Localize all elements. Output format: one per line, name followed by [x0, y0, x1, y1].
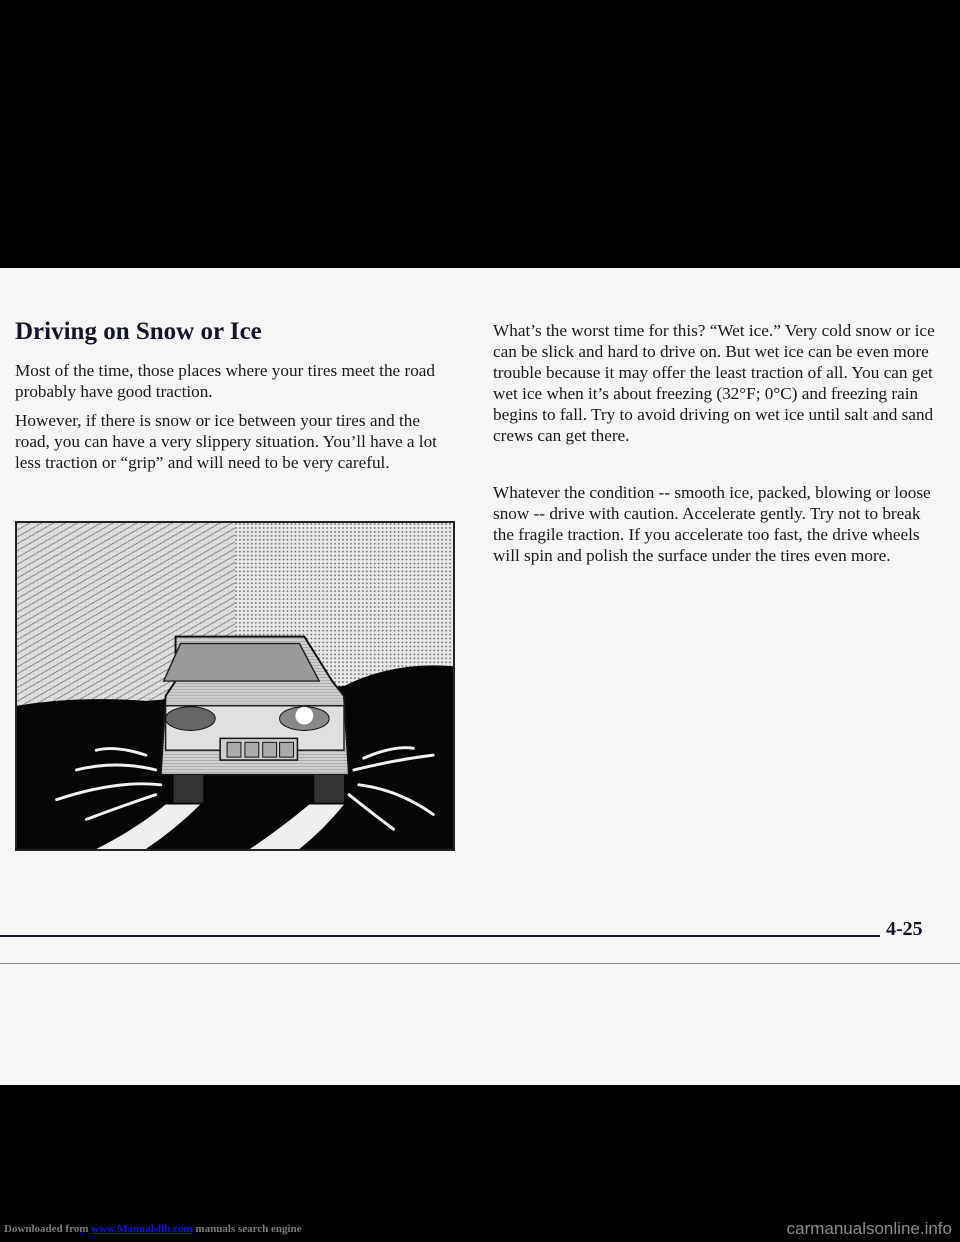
scan-edge-line	[0, 963, 960, 964]
paragraph: Most of the time, those places where your tires meet the road probably have good traction.	[15, 361, 436, 401]
page-number: 4-25	[886, 918, 923, 940]
paragraph: However, if there is snow or ice between your tires and the road, you can have a very slippery situation. You’ll have a lot less traction or “grip” and will need to be very careful.	[15, 411, 437, 472]
watermark: carmanualsonline.info	[786, 1219, 952, 1238]
credit-prefix: Downloaded from	[4, 1223, 92, 1235]
section-title: Driving on Snow or Ice	[15, 318, 262, 345]
credit-suffix: manuals search engine	[192, 1223, 302, 1235]
manual-page	[0, 268, 960, 1085]
download-credit	[4, 1223, 302, 1235]
footer-rule	[0, 935, 880, 937]
manualslib-link[interactable]: www.Manualslib.com	[91, 1223, 193, 1235]
car-on-snow-illustration	[15, 521, 455, 851]
paragraph: What’s the worst time for this? “Wet ice.” Very cold snow or ice can be slick and hard to drive on. But wet ice can be even more trouble because it may offer the least traction of all. You can get wet ice when it’s about freezing (32°F; 0°C) and freezing rain begins to fall. Try to avoid driving on wet ice until salt and sand crews can get there.	[493, 321, 935, 445]
paragraph: Whatever the condition -- smooth ice, packed, blowing or loose snow -- drive with caution. Accelerate gently. Try not to break the fragile traction. If you accelerate too fast, the drive wheels will spin and polish the surface under the tires even more.	[493, 483, 931, 565]
